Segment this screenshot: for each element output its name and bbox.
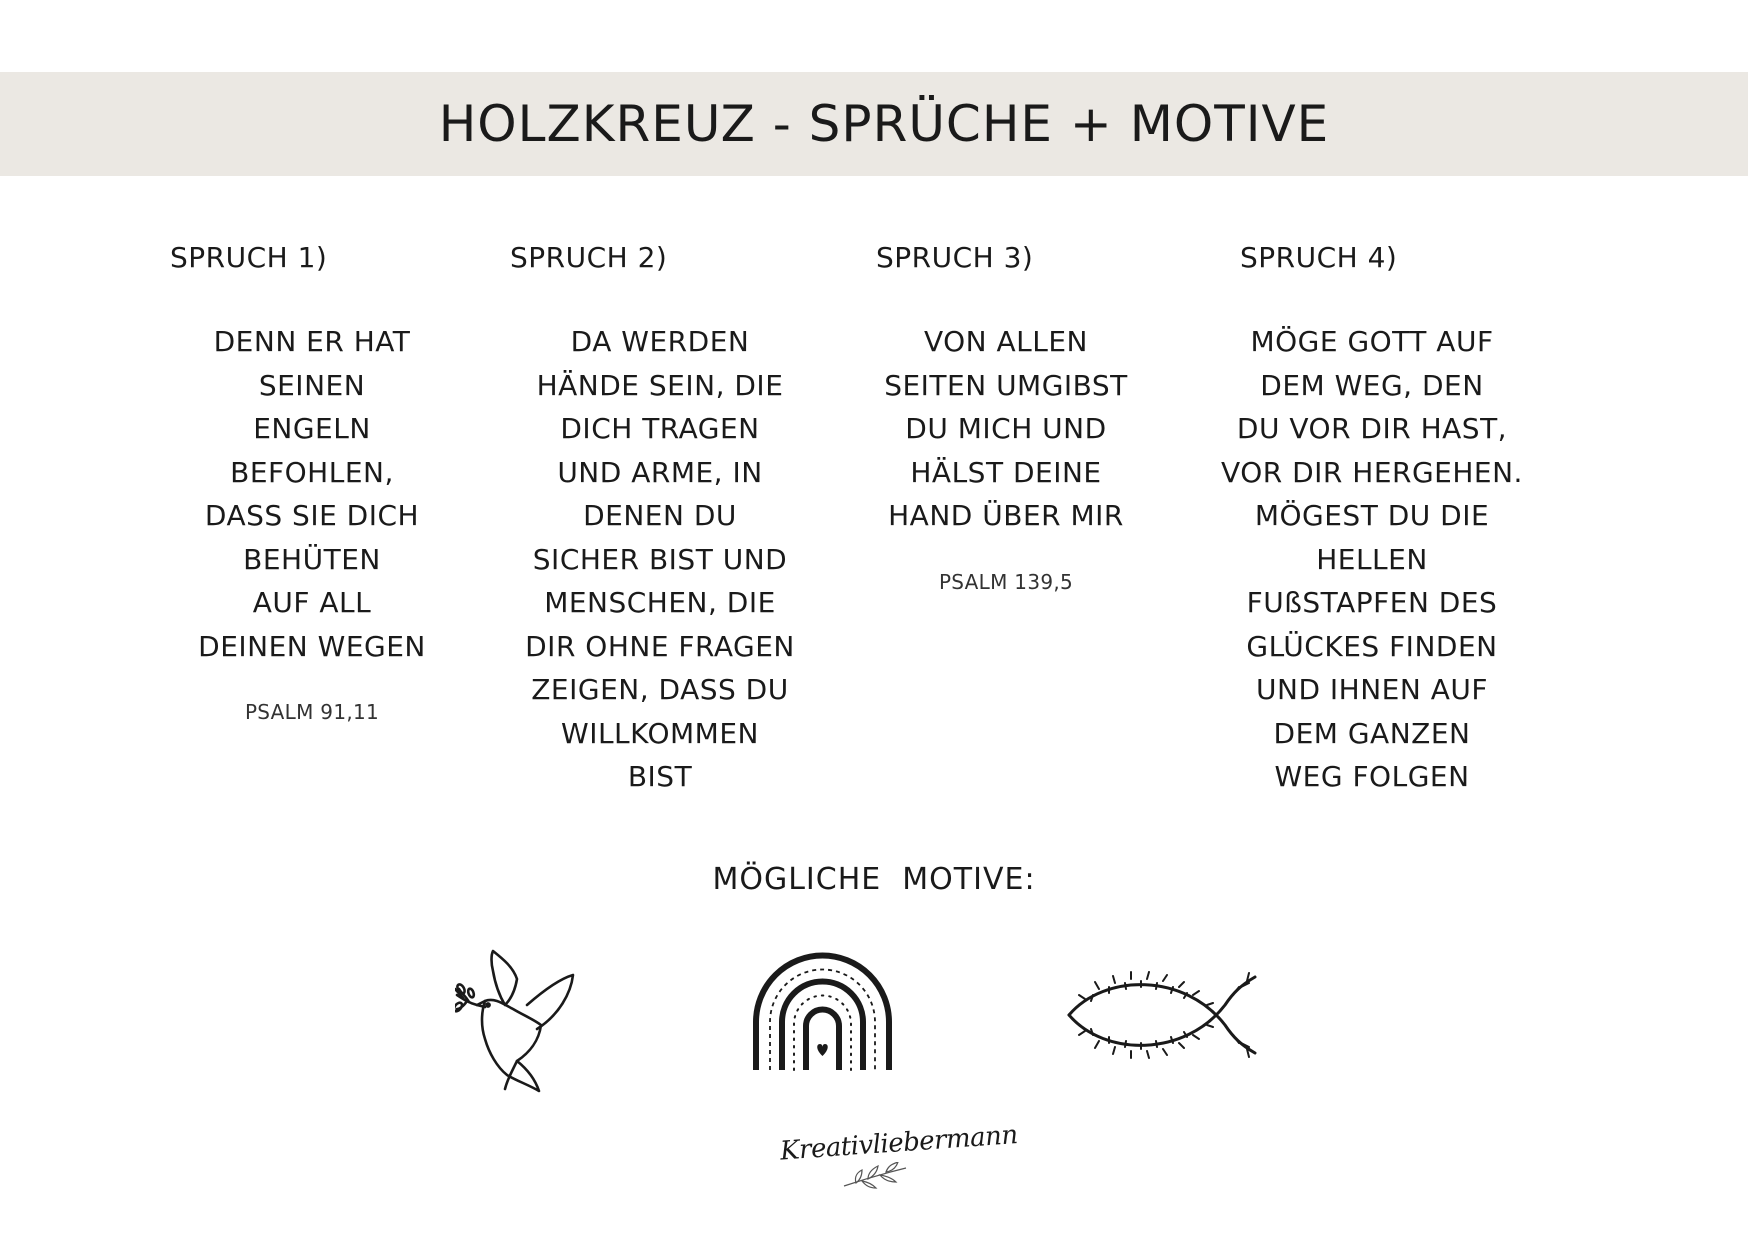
spruch-line: HÄLST DEINE [910, 455, 1102, 489]
spruch-line: BEHÜTEN [243, 542, 381, 576]
spruch-line: MÖGE GOTT AUF [1250, 325, 1494, 358]
spruch-heading: SPRUCH 1) [170, 241, 328, 274]
spruch-line: DA WERDEN [570, 325, 750, 358]
spruch-line: UND IHNEN AUF [1256, 673, 1488, 706]
spruch-line: WEG FOLGEN [1274, 760, 1470, 793]
spruch-text [1172, 320, 1572, 799]
spruch-line: VOR DIR HERGEHEN. [1221, 455, 1523, 489]
spruch-heading: SPRUCH 3) [876, 241, 1034, 274]
spruch-line: SEINEN [258, 368, 366, 402]
spruch-line: DENEN DU [583, 499, 737, 532]
logo-text: Kreativliebermann [779, 1120, 1019, 1167]
spruch-line: BIST [627, 760, 693, 793]
rainbow-with-heart-icon [750, 950, 895, 1075]
spruch-line: VON ALLEN [923, 325, 1089, 358]
spruch-line: DASS SIE DICH [204, 499, 420, 532]
spruch-line: DU MICH UND [905, 412, 1107, 445]
spruch-line: DEM WEG, DEN [1260, 368, 1484, 402]
spruch-line: DU VOR DIR HAST, [1236, 412, 1508, 445]
spruch-line: DEM GANZEN [1273, 716, 1471, 750]
dove-with-olive-branch-icon [455, 945, 585, 1095]
spruch-line: UND ARME, IN [557, 455, 763, 489]
spruch-text [806, 320, 1206, 538]
spruch-line: MÖGEST DU DIE [1254, 499, 1490, 532]
spruch-text [112, 320, 512, 668]
spruch-line: MENSCHEN, DIE [544, 586, 776, 619]
spruch-line: FUßSTAPFEN DES [1246, 586, 1498, 619]
spruch-line: DENN ER HAT [213, 325, 411, 358]
brand-logo [779, 1120, 1019, 1210]
spruch-line: HELLEN [1316, 542, 1428, 576]
spruch-line: SEITEN UMGIBST [884, 368, 1128, 402]
spruch-reference: PSALM 139,5 [938, 569, 1074, 594]
spruch-line: HAND ÜBER MIR [888, 499, 1124, 532]
spruch-line: ZEIGEN, DASS DU [531, 673, 789, 706]
page-title: HOLZKREUZ - SPRÜCHE + MOTIVE [438, 95, 1330, 153]
spruch-line: HÄNDE SEIN, DIE [536, 368, 784, 402]
spruch-heading: SPRUCH 2) [510, 241, 668, 274]
spruch-line: AUF ALL [252, 586, 372, 619]
fish-wreath-icon [1065, 965, 1275, 1065]
spruch-column-2 [510, 236, 810, 799]
motive-title: MÖGLICHE MOTIVE: [712, 862, 1036, 897]
spruch-column-4 [1221, 236, 1540, 799]
spruch-line: DICH TRAGEN [560, 412, 760, 445]
leaf-branch-icon [840, 1162, 910, 1192]
spruch-line: BEFOHLEN, [230, 455, 394, 489]
spruch-line: GLÜCKES FINDEN [1246, 629, 1498, 663]
spruch-reference: PSALM 91,11 [244, 700, 380, 724]
spruch-line: WILLKOMMEN [561, 716, 759, 750]
spruch-line: DIR OHNE FRAGEN [525, 629, 795, 663]
spruch-line: DEINEN WEGEN [198, 629, 426, 663]
title-banner [0, 72, 1748, 176]
spruch-line: ENGELN [253, 412, 371, 445]
spruch-text [460, 320, 860, 799]
spruch-column-3 [876, 236, 1176, 594]
spruch-line: SICHER BIST UND [532, 542, 788, 576]
spruch-heading: SPRUCH 4) [1240, 241, 1398, 274]
spruch-column-1 [170, 236, 470, 724]
